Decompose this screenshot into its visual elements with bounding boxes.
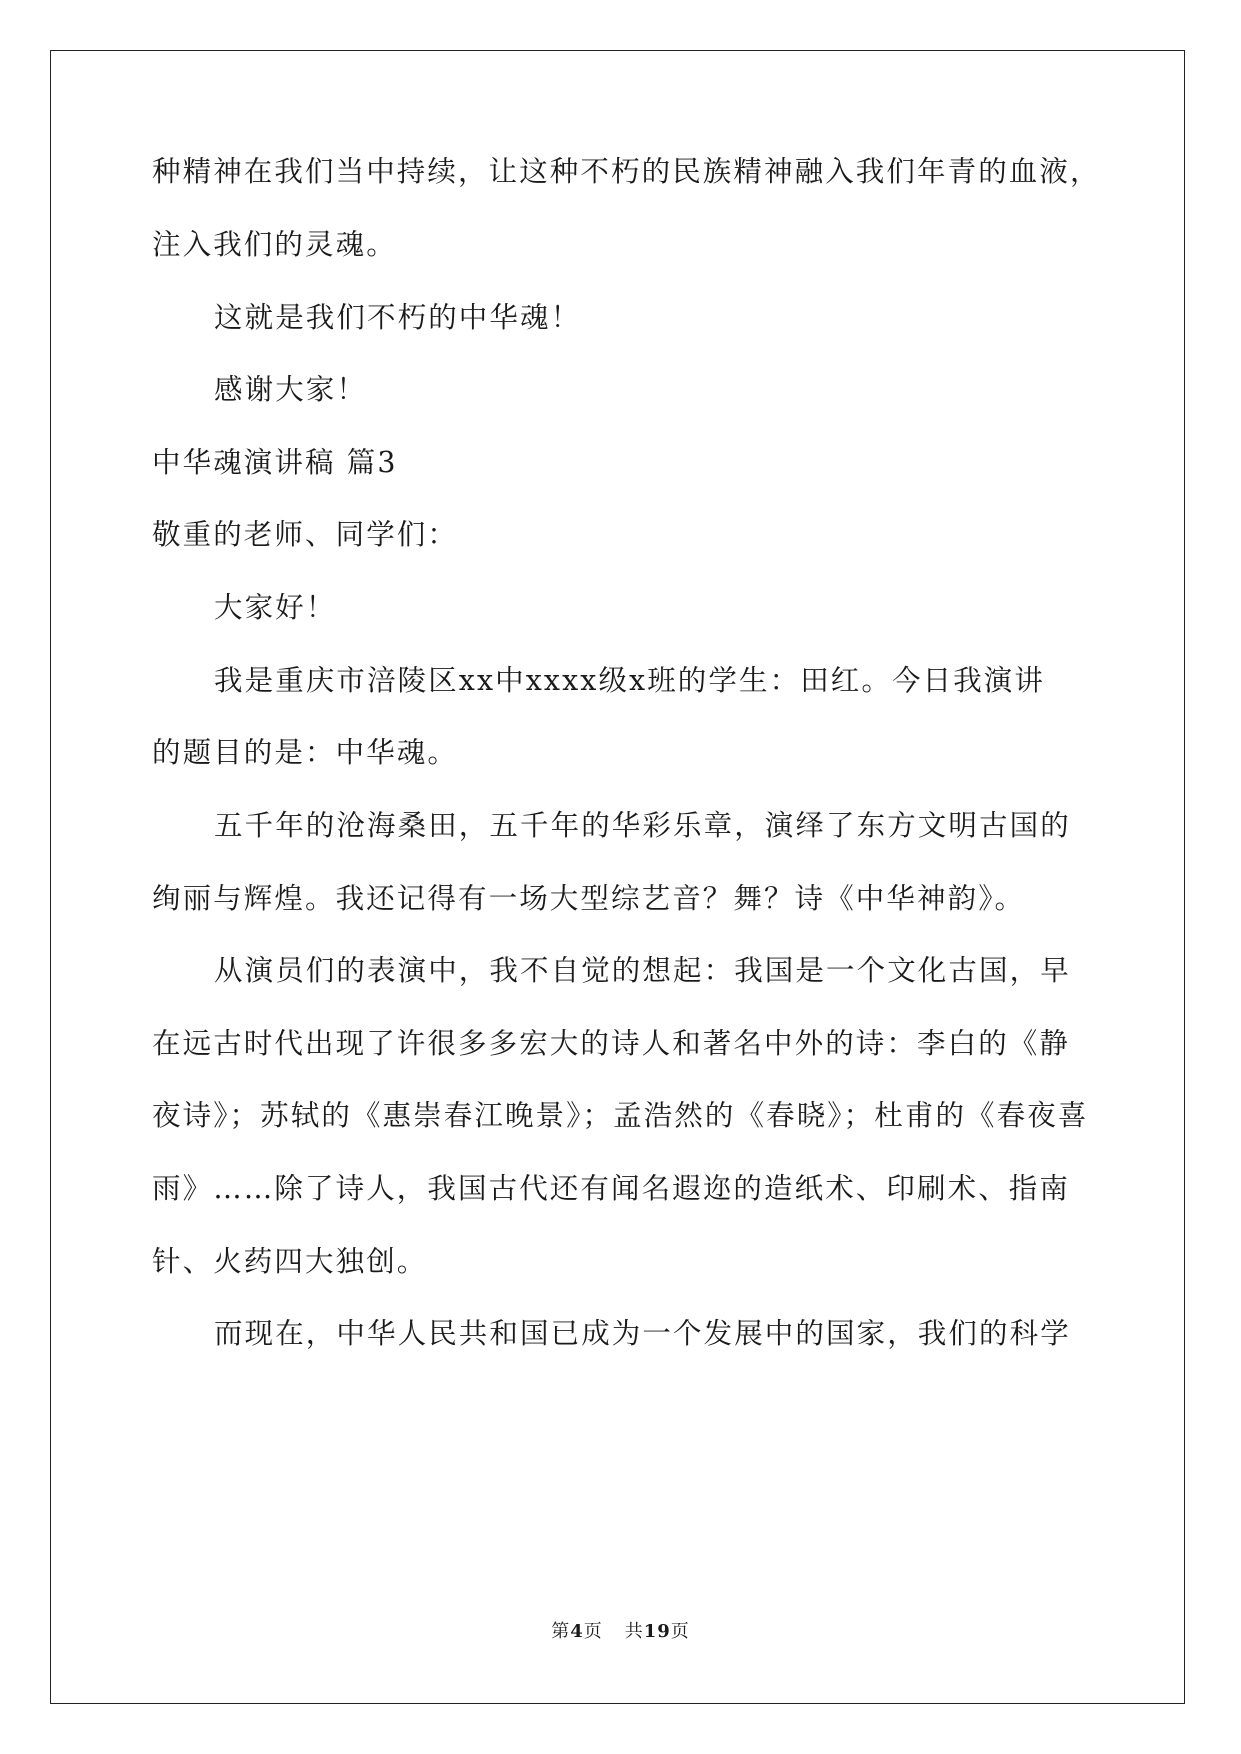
page-footer [0,1617,1241,1643]
salutation: 敬重的老师、同学们： [152,518,459,551]
paragraph-line: 雨》……除了诗人，我国古代还有闻名遐迩的造纸术、印刷术、指南 [152,1172,1071,1205]
paragraph-line: 大家好！ [214,591,337,624]
paragraph-line: 在远古时代出现了许很多多宏大的诗人和著名中外的诗：李白的《静 [152,1027,1071,1060]
paragraph-line: 夜诗》；苏轼的《惠崇春江晚景》；孟浩然的《春晓》；杜甫的《春夜喜 [152,1099,1089,1132]
paragraph-line: 而现在，中华人民共和国已成为一个发展中的国家，我们的科学 [214,1317,1071,1350]
footer-page-suffix: 页 [583,1621,603,1642]
paragraph-line: 注入我们的灵魂。 [152,228,397,261]
paragraph-line: 的题目的是：中华魂。 [152,736,459,769]
section-heading: 中华魂演讲稿 篇3 [152,446,398,479]
paragraph-line: 我是重庆市涪陵区xx中xxxx级x班的学生：田红。今日我演讲 [214,664,1046,697]
page-border [50,50,1185,1704]
footer-page-prefix: 第 [551,1621,571,1642]
paragraph-line: 五千年的沧海桑田，五千年的华彩乐章，演绎了东方文明古国的 [214,809,1071,842]
footer-total-suffix: 页 [670,1621,690,1642]
paragraph-line: 感谢大家！ [214,373,368,406]
footer-total-pages: 19 [643,1621,671,1642]
paragraph-line: 从演员们的表演中，我不自觉的想起：我国是一个文化古国，早 [214,954,1071,987]
footer-total-prefix: 共 [624,1621,644,1642]
paragraph-line: 绚丽与辉煌。我还记得有一场大型综艺音？舞？诗《中华神韵》。 [152,882,1026,915]
footer-page-number: 4 [570,1621,584,1642]
paragraph-line: 针、火药四大独创。 [152,1245,428,1278]
paragraph-line: 种精神在我们当中持续，让这种不朽的民族精神融入我们年青的血液， [152,155,1101,188]
paragraph-line: 这就是我们不朽的中华魂！ [214,301,582,334]
